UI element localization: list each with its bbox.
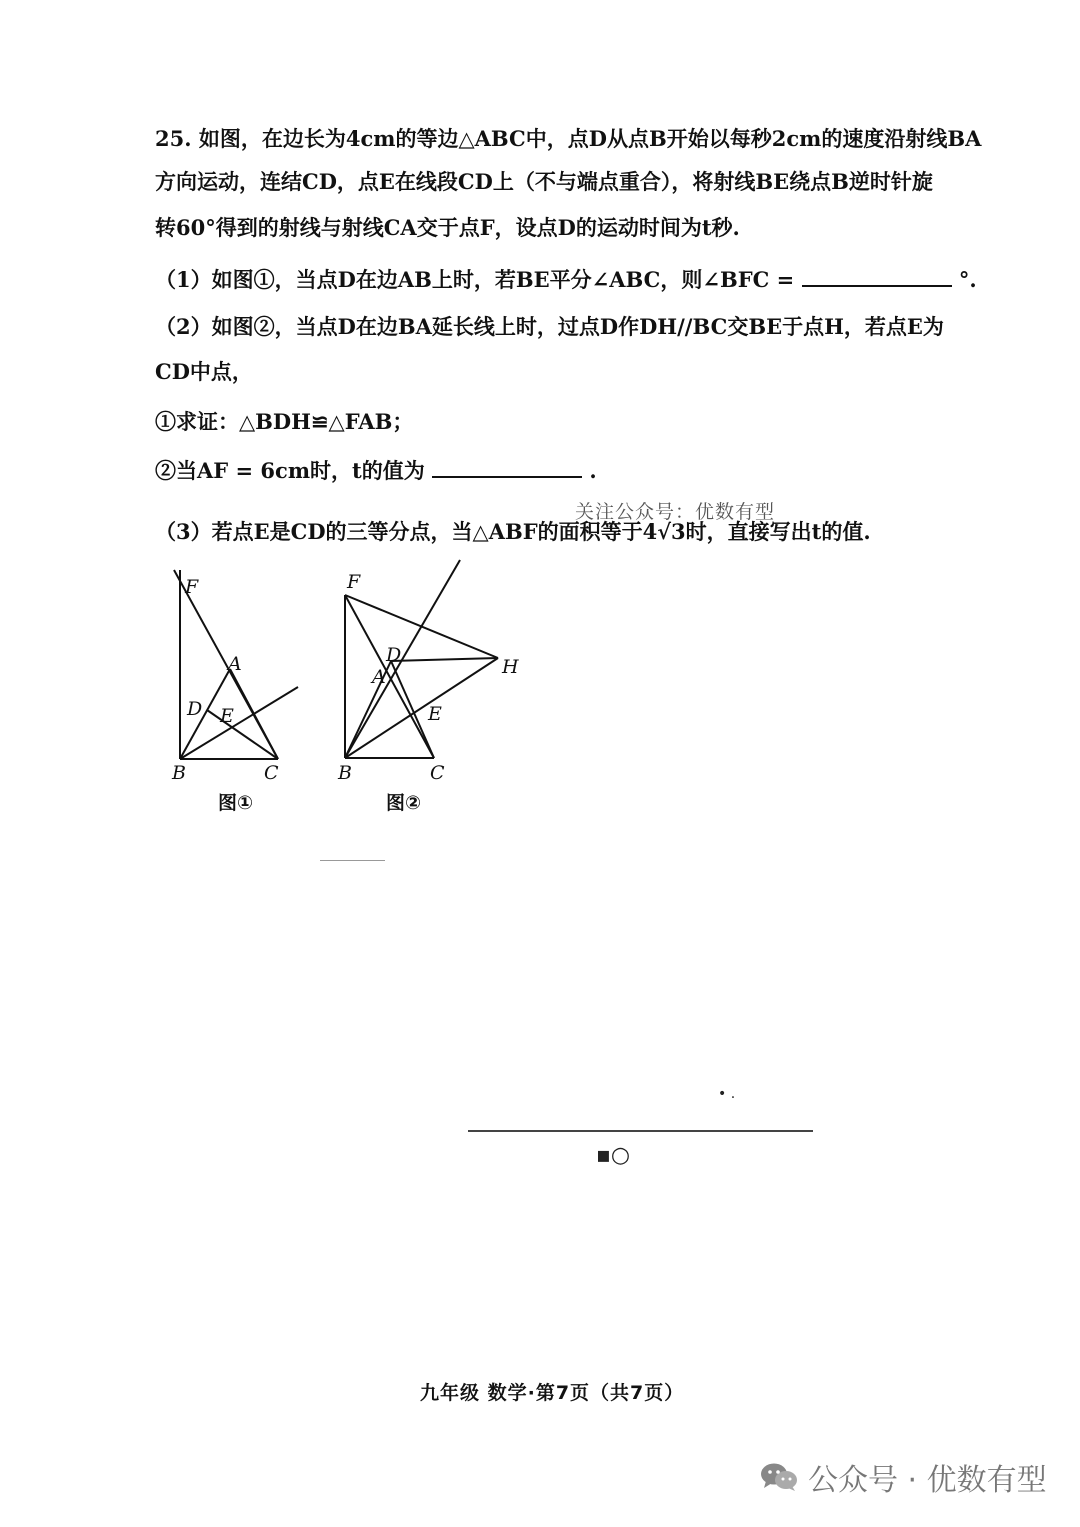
part-2-sub-2-text: ②当AF = 6cm时，t的值为 <box>155 458 425 483</box>
part-3: （3）若点E是CD的三等分点，当△ABF的面积等于4√3时，直接写出t的值. <box>155 519 871 544</box>
page-footer: 九年级 数学·第7页（共7页） <box>420 1382 685 1404</box>
question-stem-line-2: 方向运动，连结CD，点E在线段CD上（不与端点重合），将射线BE绕点B逆时针旋 <box>155 169 933 194</box>
figure-2-caption: 图② <box>386 792 422 814</box>
scan-smudge-mark: ▪○ <box>596 1143 631 1168</box>
part-2-sub-2 <box>155 456 955 485</box>
answer-blank-2[interactable] <box>432 456 582 478</box>
fig2-label-d: D <box>386 644 402 666</box>
part-2-line-1: （2）如图②，当点D在边BA延长线上时，过点D作DH//BC交BE于点H，若点E为 <box>155 314 944 339</box>
part-1-text: （1）如图①，当点D在边AB上时，若BE平分∠ABC，则∠BFC = <box>155 267 795 292</box>
fig2-line-dh <box>391 658 498 661</box>
figure-2 <box>330 555 530 799</box>
figure-2-diagram <box>330 555 530 795</box>
part-1 <box>155 265 977 294</box>
figure-1 <box>160 565 310 799</box>
question-stem-line-3: 转60°得到的射线与射线CA交于点F，设点D的运动时间为t秒. <box>155 215 740 240</box>
fig1-label-a: A <box>228 653 242 675</box>
wechat-icon <box>760 1462 798 1492</box>
fig1-line-dc <box>207 710 278 759</box>
scan-divider-line <box>468 1130 813 1132</box>
answer-blank-1[interactable] <box>802 265 952 287</box>
fig1-label-e: E <box>220 705 234 727</box>
question-stem-line-1: 25. 如图，在边长为4cm的等边△ABC中，点D从点B开始以每秒2cm的速度沿射线BA <box>155 126 982 151</box>
fig2-label-f: F <box>347 571 361 593</box>
brand-watermark <box>760 1455 1047 1499</box>
fig1-label-f: F <box>185 576 199 598</box>
part-2-line-2: CD中点， <box>155 359 253 384</box>
scan-mark-line <box>320 860 385 861</box>
part-2-sub-1: ①求证：△BDH≌△FAB； <box>155 409 414 434</box>
fig2-label-c: C <box>430 762 445 784</box>
fig2-label-e: E <box>428 703 442 725</box>
overlay-watermark: 关注公众号：优数有型 <box>575 501 776 523</box>
fig1-label-b: B <box>172 762 186 784</box>
fig2-label-b: B <box>338 762 352 784</box>
scan-dots: • . <box>718 1086 736 1102</box>
fig1-label-d: D <box>187 698 203 720</box>
brand-text: 公众号 · 优数有型 <box>808 1463 1047 1498</box>
fig2-label-a: A <box>372 666 386 688</box>
fig1-label-c: C <box>264 762 279 784</box>
figure-1-caption: 图① <box>218 792 254 814</box>
part-1-end: °. <box>958 267 977 292</box>
figure-1-diagram <box>160 565 310 795</box>
part-2-sub-2-end: . <box>589 458 597 483</box>
fig2-label-h: H <box>502 656 519 678</box>
